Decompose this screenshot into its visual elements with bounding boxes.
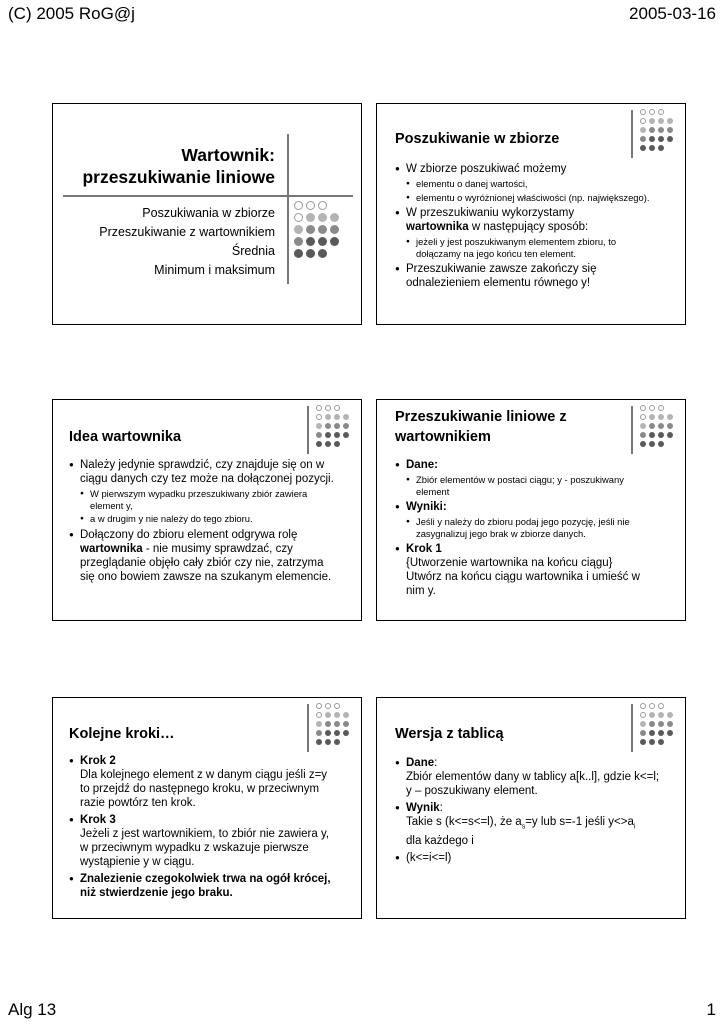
bullet-item: ● Wynik: Takie s (k<=s<=l), że $a_s=y$ lub s=-1 jeśli $y<>a_i$ dla każdego i [395,801,663,848]
bullet-item: ● Przeszukiwanie zawsze zakończy się odnalezieniem elementu równego y! [395,262,655,290]
sub-bullet-item: ● W pierwszym wypadku przeszukiwany zbiór zawiera element y, [80,488,337,511]
header-date: 2005-03-16 [629,4,716,23]
slide-title: Kolejne kroki… [69,726,175,742]
bullet-list [395,756,663,868]
sub-bullet-item: ● Jeśli y należy do zbioru podaj jego pozycję, jeśli nie zasygnalizuj jego brak w zbiorze danych. [406,516,657,539]
slide-divider-vertical [307,406,309,454]
slide-title: Wersja z tablicą [395,726,504,742]
bullet-list [69,754,339,903]
slide-title: Przeszukiwanie liniowe z wartownikiem [395,409,567,445]
bullet-item: ● (k<=i<=l) [395,851,663,865]
sub-bullet-item: ● a w drugim y nie należy do tego zbioru. [80,513,337,525]
slide-divider-vertical [631,406,633,454]
bullet-item: ● Znalezienie czegokolwiek trwa na ogół krócej, niż stwierdzenie jego braku. [69,872,339,900]
bullet-item: ● Dołączony do zbioru element odgrywa rolę wartownika - nie musimy sprawdzać, czy przeglądanie objęło cały zbiór czy nie, zatrzyma się ono bowiem zawsze na szukanym elemencie. [69,528,337,584]
dots-decoration [315,404,351,449]
slide-divider-vertical [307,704,309,752]
slide-divider-vertical [287,134,289,284]
sub-bullet-item: ● elementu o wyróżnionej właściwości (np. największego). [406,192,655,204]
agenda-item: Średnia [231,244,275,258]
bullet-item: ● Dane: ● Zbiór elementów w postaci ciągu; y - poszukiwany element [395,458,657,497]
sub-bullet-item: ● jeżeli y jest poszukiwanym elementem zbioru, to dołączamy na jego końcu ten element. [406,236,655,259]
slide-2 [376,103,686,325]
bullet-list [69,458,337,587]
bullet-list [395,162,655,293]
slide-divider-vertical [631,704,633,752]
bullet-item: ● Krok 1 {Utworzenie wartownika na końcu ciągu} Utwórz na końcu ciągu wartownika i umieść w nim y. [395,542,657,598]
agenda-item: Poszukiwania w zbiorze [142,206,275,220]
slide-6 [376,697,686,919]
dots-decoration [639,702,675,747]
dots-decoration [293,200,341,260]
slide-title: Wartownik: przeszukiwanie liniowe [82,145,275,187]
header-copyright: (C) 2005 RoG@j [8,4,135,23]
slide-4 [376,399,686,621]
slide-divider-vertical [631,110,633,158]
bullet-item: ● W zbiorze poszukiwać możemy ● elementu o danej wartości, ● elementu o wyróżnionej właściwości (np. największego). [395,162,655,203]
dots-decoration [639,404,675,449]
slide-1 [52,103,362,325]
agenda-item: Minimum i maksimum [154,263,275,277]
dots-decoration [315,702,351,747]
bullet-list [395,458,657,601]
footer-course: Alg 13 [8,1000,57,1019]
slide-agenda [99,204,275,280]
bullet-item: ● Krok 2 Dla kolejnego element z w danym ciągu jeśli z=y to przejdź do następnego kroku, w przeciwnym razie powtórz ten krok. [69,754,339,810]
bullet-item: ● Dane: Zbiór elementów dany w tablicy a[k..l], gdzie k<=l; y – poszukiwany element. [395,756,663,798]
slide-title: Idea wartownika [69,429,182,445]
bullet-item: ● W przeszukiwaniu wykorzystamy wartownika w następujący sposób: ● jeżeli y jest poszukiwanym elementem zbioru, to dołączamy na jego końcu ten element. [395,206,655,259]
dots-decoration [639,108,675,153]
slide-divider-horizontal [63,195,353,197]
bullet-item: ● Należy jedynie sprawdzić, czy znajduje się on w ciągu danych czy tez może na dołączonej pozycji. ● W pierwszym wypadku przeszukiwany zbiór zawiera element y, ● a w drugim y nie należy do tego zbioru. [69,458,337,525]
slide-title: Poszukiwanie w zbiorze [395,131,560,147]
slide-5 [52,697,362,919]
sub-bullet-item: ● Zbiór elementów w postaci ciągu; y - poszukiwany element [406,474,657,497]
slide-3 [52,399,362,621]
bullet-item: ● Krok 3 Jeżeli z jest wartownikiem, to zbiór nie zawiera y, w przeciwnym wypadku z wskazuje pierwsze wystąpienie y w ciągu. [69,813,339,869]
agenda-item: Przeszukiwanie z wartownikiem [99,225,275,239]
bullet-item: ● Wyniki: ● Jeśli y należy do zbioru podaj jego pozycję, jeśli nie zasygnalizuj jego brak w zbiorze danych. [395,500,657,539]
footer-page-number: 1 [706,1000,716,1019]
sub-bullet-item: ● elementu o danej wartości, [406,178,655,190]
